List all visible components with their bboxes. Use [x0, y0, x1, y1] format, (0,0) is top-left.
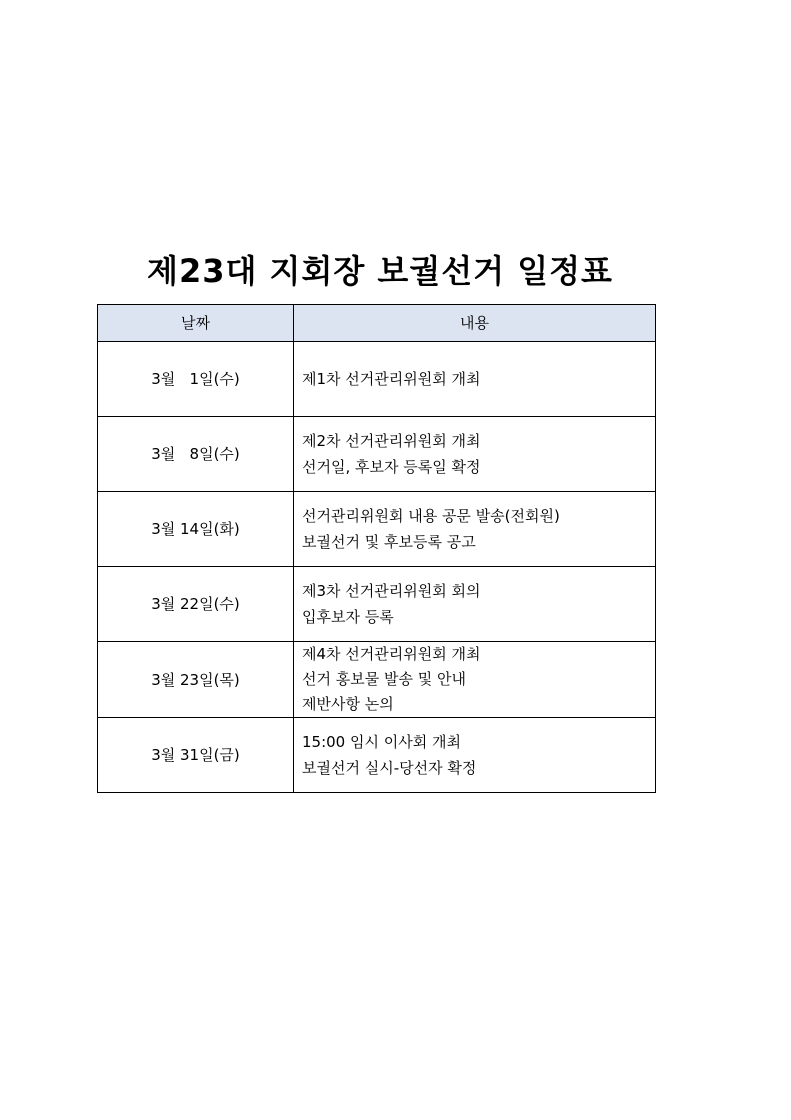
content-cell — [294, 417, 656, 492]
date-text: 3월 14일(화) — [151, 520, 240, 538]
content-line: 입후보자 등록 — [302, 608, 394, 626]
content-line: 제반사항 논의 — [302, 695, 394, 713]
content-line: 제1차 선거관리위원회 개최 — [302, 370, 481, 388]
content-line: 제4차 선거관리위원회 개최 — [302, 645, 481, 663]
date-text: 3월 1일(수) — [151, 370, 240, 388]
date-text: 3월 31일(금) — [151, 746, 240, 764]
content-line: 15:00 임시 이사회 개최 — [302, 733, 461, 751]
page-title: 제23대 지회장 보궐선거 일정표 — [147, 252, 613, 290]
date-text: 3월 22일(수) — [151, 595, 240, 613]
column-header-content: 내용 — [294, 305, 656, 342]
date-cell — [98, 492, 294, 567]
date-cell — [98, 567, 294, 642]
content-cell — [294, 342, 656, 417]
schedule-table — [97, 304, 656, 793]
column-header-date: 날짜 — [98, 305, 294, 342]
table-header-row — [98, 305, 656, 342]
table-row — [98, 718, 656, 793]
content-line: 선거일, 후보자 등록일 확정 — [302, 458, 481, 476]
content-line: 선거관리위원회 내용 공문 발송(전회원) — [302, 507, 560, 525]
content-line: 보궐선거 실시-당선자 확정 — [302, 759, 477, 777]
content-line: 제3차 선거관리위원회 회의 — [302, 582, 481, 600]
date-cell — [98, 642, 294, 718]
date-cell — [98, 342, 294, 417]
content-cell — [294, 492, 656, 567]
date-text: 3월 23일(목) — [151, 670, 240, 689]
date-text: 3월 8일(수) — [151, 445, 240, 463]
content-line: 제2차 선거관리위원회 개최 — [302, 432, 481, 450]
content-line: 보궐선거 및 후보등록 공고 — [302, 533, 476, 551]
date-cell — [98, 718, 294, 793]
content-cell — [294, 642, 656, 718]
date-cell — [98, 417, 294, 492]
content-line: 선거 홍보물 발송 및 안내 — [302, 670, 466, 688]
table-row — [98, 342, 656, 417]
table-row — [98, 492, 656, 567]
content-cell — [294, 718, 656, 793]
table-row — [98, 417, 656, 492]
table-row — [98, 567, 656, 642]
content-cell — [294, 567, 656, 642]
table-row — [98, 642, 656, 718]
